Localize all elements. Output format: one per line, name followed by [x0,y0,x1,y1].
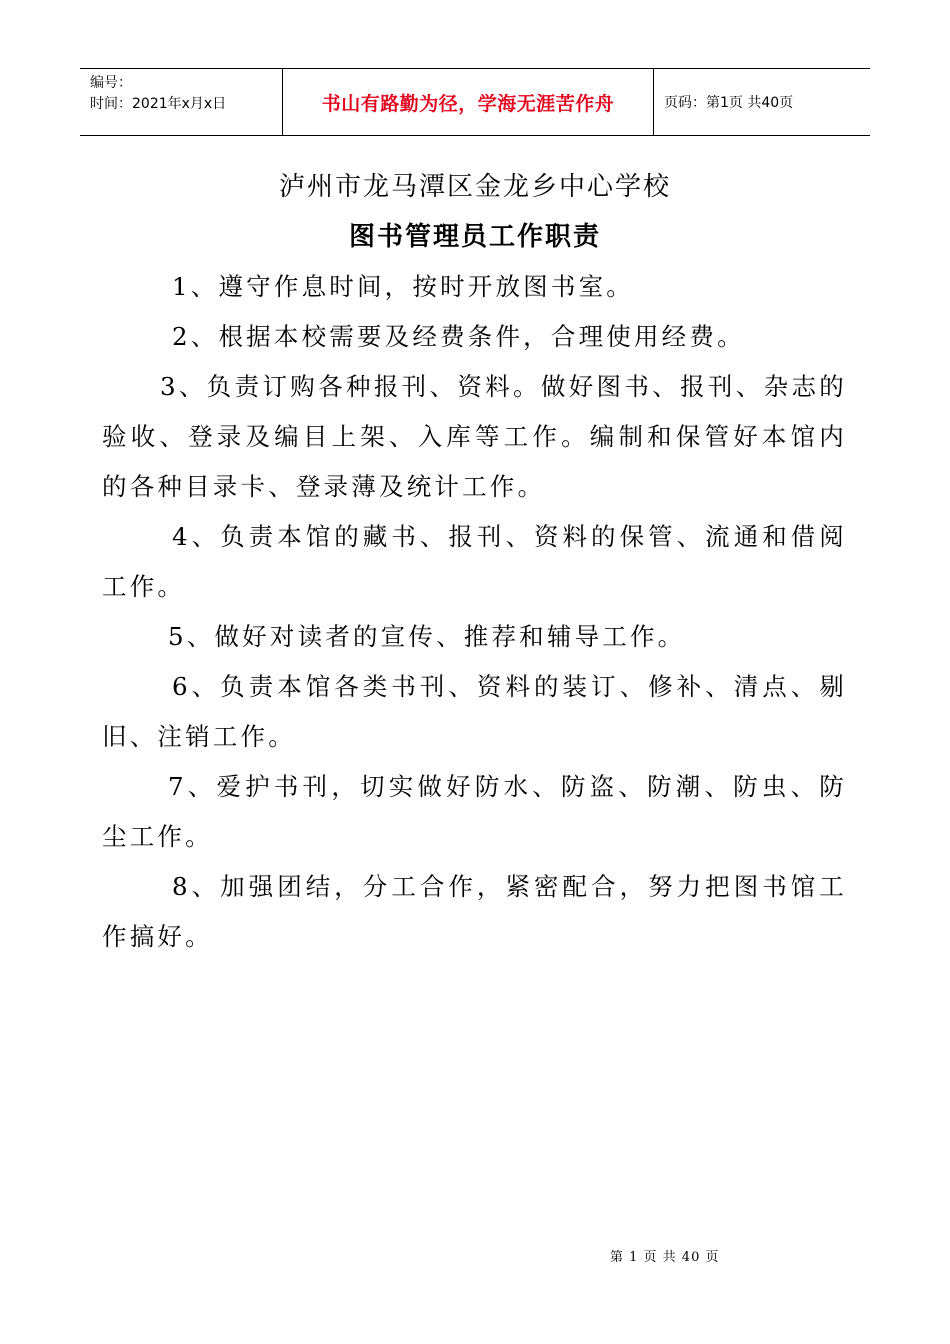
document-title: 图书管理员工作职责 [348,222,601,252]
duty-item-4: 4、负责本馆的藏书、报刊、资料的保管、流通和借阅工作。 [102,522,847,601]
header-meta [80,69,282,135]
document-body [102,262,847,962]
duty-item-2: 2、根据本校需要及经费条件，合理使用经费。 [172,322,745,351]
page-footer: 第 1 页 共 40 页 [610,1250,720,1265]
duty-item-5: 5、做好对读者的宣传、推荐和辅导工作。 [168,622,686,651]
duty-item-3: 3、负责订购各种报刊、资料。做好图书、报刊、杂志的验收、登录及编目上架、入库等工作。编制和保管好本馆内的各种目录卡、登录薄及统计工作。 [102,372,847,501]
duty-item-6: 6、负责本馆各类书刊、资料的装订、修补、清点、剔旧、注销工作。 [102,672,847,751]
time-label: 时间：2021年x月x日 [90,96,227,112]
document-header [80,68,870,136]
school-name: 泸州市龙马潭区金龙乡中心学校 [278,172,671,202]
duty-item-1: 1、遵守作息时间，按时开放图书室。 [172,272,634,301]
header-motto: 书山有路勤为径，学海无涯苦作舟 [282,69,654,135]
duty-item-7: 7、爱护书刊，切实做好防水、防盗、防潮、防虫、防尘工作。 [102,772,847,851]
header-page-info: 页码：第1页 共40页 [664,95,794,111]
number-label: 编号： [90,75,132,91]
duty-item-8: 8、加强团结，分工合作，紧密配合，努力把图书馆工作搞好。 [102,872,847,951]
